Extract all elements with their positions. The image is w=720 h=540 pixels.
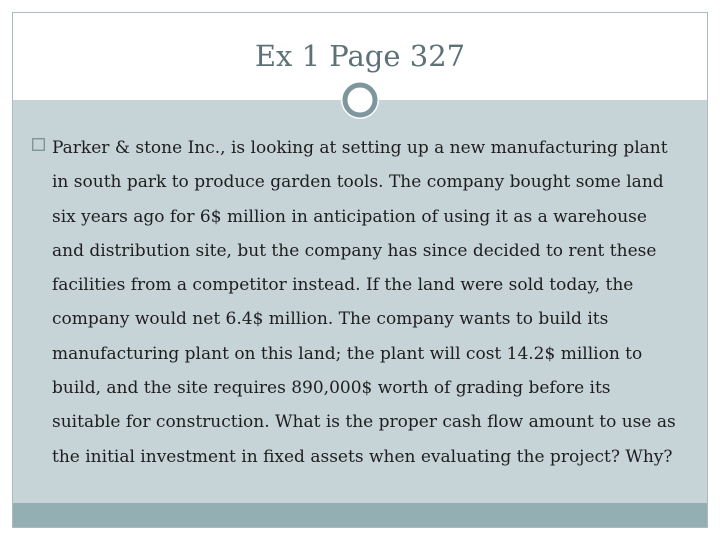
bullet-text-line: suitable for construction. What is the proper cash flow amount to use as — [52, 412, 676, 433]
bullet-text-line: manufacturing plant on this land; the plant will cost 14.2$ million to — [52, 343, 643, 364]
bullet-text-line: build, and the site requires 890,000$ worth of grading before its — [52, 378, 611, 399]
bullet-text-line: company would net 6.4$ million. The company wants to build its — [52, 309, 609, 330]
bullet-text-line: six years ago for 6$ million in anticipation of using it as a warehouse — [52, 206, 647, 227]
slide-title: Ex 1 Page 327 — [254, 39, 466, 73]
bullet-text-line: the initial investment in fixed assets when evaluating the project? Why? — [52, 446, 673, 467]
bullet-text-line: in south park to produce garden tools. The company bought some land — [52, 172, 664, 193]
bullet-text-line: facilities from a competitor instead. If the land were sold today, the — [52, 275, 634, 296]
bullet-text-line: and distribution site, but the company has since decided to rent these — [52, 240, 657, 261]
circle-ornament-icon — [339, 79, 381, 121]
bullet-text-line: Parker & stone Inc., is looking at setting up a new manufacturing plant — [52, 138, 668, 158]
bullet-text — [52, 131, 698, 474]
square-bullet-icon — [32, 138, 45, 151]
footer-band — [13, 503, 707, 527]
